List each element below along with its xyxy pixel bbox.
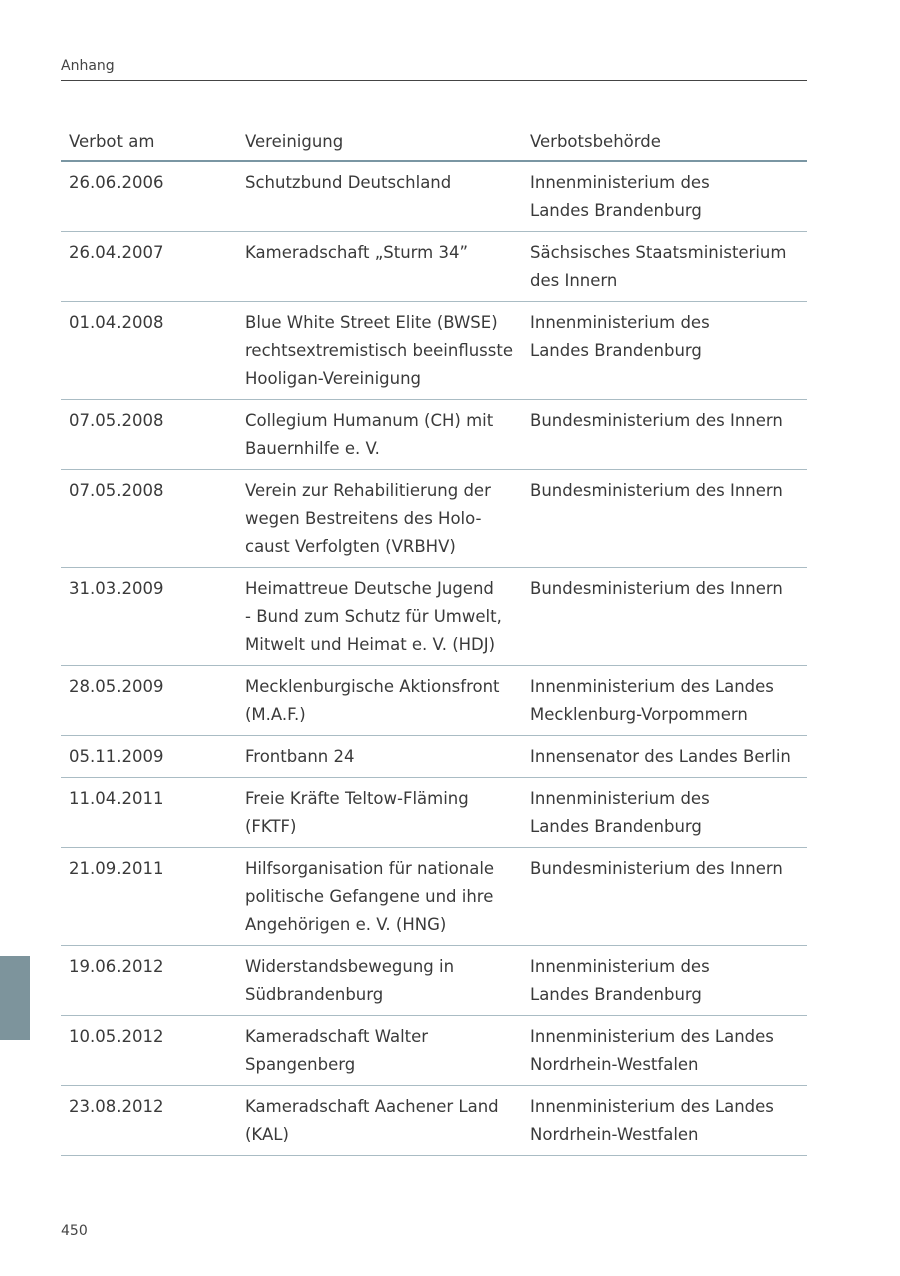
authority-cell: Bundesministerium des Innern: [522, 568, 807, 666]
authority-cell: Innenministerium des Landes Nordrhein-Westfalen: [522, 1086, 807, 1156]
date-cell: 19.06.2012: [61, 946, 237, 1016]
association-cell: Schutzbund Deutschland: [237, 161, 522, 232]
date-cell: 21.09.2011: [61, 848, 237, 946]
table-row: [61, 232, 807, 302]
authority-cell: Innenministerium des Landes Brandenburg: [522, 778, 807, 848]
association-cell: Freie Kräfte Teltow-Fläming (FKTF): [237, 778, 522, 848]
table-header-row: [61, 125, 807, 161]
association-cell: Blue White Street Elite (BWSE) rechtsextremistisch beeinflusste Hooligan-Vereinigung: [237, 302, 522, 400]
authority-cell: Bundesministerium des Innern: [522, 470, 807, 568]
association-cell: Kameradschaft Aachener Land (KAL): [237, 1086, 522, 1156]
table-row: [61, 848, 807, 946]
authority-cell: Innenministerium des Landes Brandenburg: [522, 161, 807, 232]
date-cell: 07.05.2008: [61, 470, 237, 568]
association-cell: Collegium Humanum (CH) mit Bauernhilfe e. V.: [237, 400, 522, 470]
table-row: [61, 736, 807, 778]
ban-table: [61, 125, 807, 1156]
date-cell: 10.05.2012: [61, 1016, 237, 1086]
column-header-association: Vereinigung: [237, 125, 522, 161]
authority-cell: Bundesministerium des Innern: [522, 400, 807, 470]
association-cell: Kameradschaft „Sturm 34”: [237, 232, 522, 302]
date-cell: 28.05.2009: [61, 666, 237, 736]
table-row: [61, 568, 807, 666]
column-header-date: Verbot am: [61, 125, 237, 161]
table-row: [61, 1016, 807, 1086]
table-row: [61, 1086, 807, 1156]
authority-cell: Bundesministerium des Innern: [522, 848, 807, 946]
date-cell: 01.04.2008: [61, 302, 237, 400]
table-row: [61, 161, 807, 232]
header-rule: [61, 80, 807, 81]
date-cell: 11.04.2011: [61, 778, 237, 848]
table-row: [61, 302, 807, 400]
table-row: [61, 778, 807, 848]
authority-cell: Innenministerium des Landes Nordrhein-Westfalen: [522, 1016, 807, 1086]
date-cell: 26.06.2006: [61, 161, 237, 232]
association-cell: Hilfsorganisation für nationale politische Gefangene und ihre Angehörigen e. V. (HNG): [237, 848, 522, 946]
table-row: [61, 400, 807, 470]
association-cell: Frontbann 24: [237, 736, 522, 778]
date-cell: 05.11.2009: [61, 736, 237, 778]
table-row: [61, 470, 807, 568]
authority-cell: Innenministerium des Landes Brandenburg: [522, 302, 807, 400]
date-cell: 23.08.2012: [61, 1086, 237, 1156]
page-number: 450: [61, 1223, 88, 1239]
date-cell: 31.03.2009: [61, 568, 237, 666]
association-cell: Mecklenburgische Aktionsfront (M.A.F.): [237, 666, 522, 736]
association-cell: Verein zur Rehabilitierung der wegen Bestreitens des Holo- caust Verfolgten (VRBHV): [237, 470, 522, 568]
table-row: [61, 946, 807, 1016]
running-header: Anhang: [61, 58, 115, 74]
authority-cell: Innenministerium des Landes Brandenburg: [522, 946, 807, 1016]
association-cell: Heimattreue Deutsche Jugend - Bund zum Schutz für Umwelt, Mitwelt und Heimat e. V. (HDJ): [237, 568, 522, 666]
association-cell: Kameradschaft Walter Spangenberg: [237, 1016, 522, 1086]
table-row: [61, 666, 807, 736]
authority-cell: Innenministerium des Landes Mecklenburg-Vorpommern: [522, 666, 807, 736]
side-thumb-tab: [0, 956, 30, 1040]
authority-cell: Innensenator des Landes Berlin: [522, 736, 807, 778]
date-cell: 07.05.2008: [61, 400, 237, 470]
authority-cell: Sächsisches Staatsministerium des Innern: [522, 232, 807, 302]
date-cell: 26.04.2007: [61, 232, 237, 302]
association-cell: Widerstandsbewegung in Südbrandenburg: [237, 946, 522, 1016]
column-header-authority: Verbotsbehörde: [522, 125, 807, 161]
